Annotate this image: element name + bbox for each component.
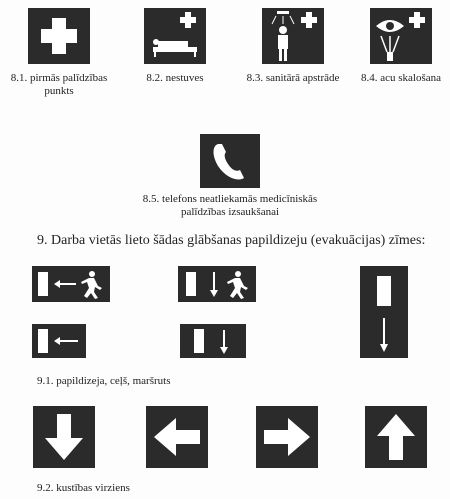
exit-left-sign <box>32 266 110 302</box>
exit-vertical-icon <box>360 266 408 358</box>
arrow-left-icon <box>32 324 86 358</box>
caption-8-2: 8.2. nestuves <box>146 72 204 84</box>
big-arrow-left-icon <box>146 406 208 468</box>
direction-up-sign <box>365 406 427 468</box>
big-arrow-down-icon <box>33 406 95 468</box>
telephone-icon <box>200 134 260 188</box>
direction-down-sign <box>33 406 95 468</box>
exit-left-small-sign <box>32 324 86 358</box>
telephone-sign <box>200 134 260 188</box>
stretcher-sign <box>144 8 206 64</box>
section-heading: 9. Darba vietās lieto šādas glābšanas papildizeju (evakuācijas) zīmes: <box>37 233 426 248</box>
eye-wash-sign <box>370 8 432 64</box>
exit-left-icon <box>32 266 110 302</box>
caption-8-5: 8.5. telefons neatliekamās medicīniskās palīdzības izsaukšanai <box>142 193 318 218</box>
exit-down-icon <box>178 266 256 302</box>
exit-vertical-sign <box>360 266 408 358</box>
direction-left-sign <box>146 406 208 468</box>
shower-icon <box>262 8 324 64</box>
exit-down-small-sign <box>180 324 246 358</box>
caption-8-1: 8.1. pirmās palīdzības punkts <box>10 72 108 97</box>
cross-icon <box>28 8 90 64</box>
direction-right-sign <box>256 406 318 468</box>
stretcher-icon <box>144 8 206 64</box>
shower-sign <box>262 8 324 64</box>
caption-9-1: 9.1. papildizeja, ceļš, maršruts <box>37 375 171 387</box>
exit-down-sign <box>178 266 256 302</box>
eye-wash-icon <box>370 8 432 64</box>
first-aid-sign <box>28 8 90 64</box>
caption-9-2: 9.2. kustības virziens <box>37 482 130 494</box>
big-arrow-up-icon <box>365 406 427 468</box>
arrow-down-icon <box>180 324 246 358</box>
big-arrow-right-icon <box>256 406 318 468</box>
caption-8-4: 8.4. acu skalošana <box>360 72 442 84</box>
caption-8-3: 8.3. sanitārā apstrāde <box>246 72 340 84</box>
